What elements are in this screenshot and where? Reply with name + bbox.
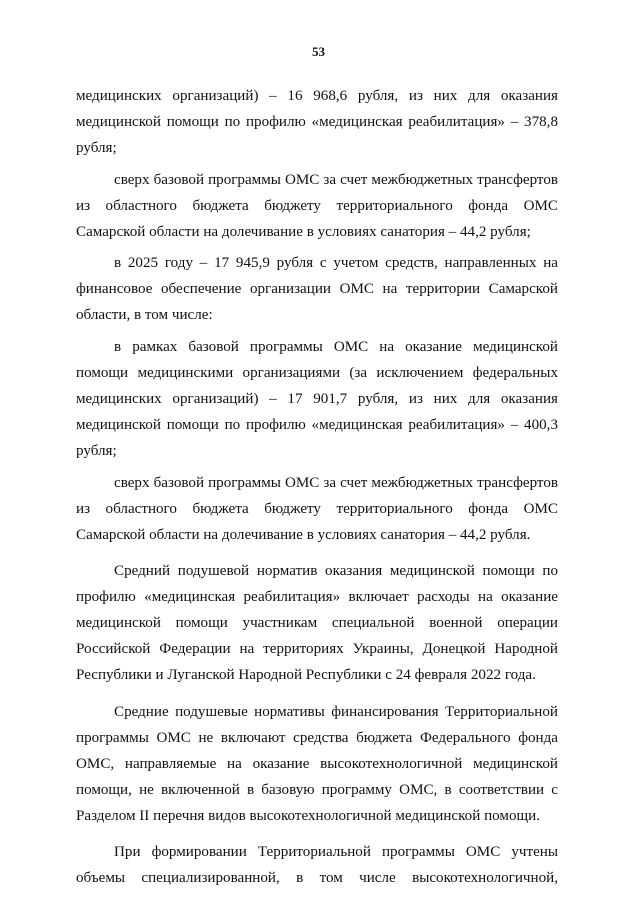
paragraph: сверх базовой программы ОМС за счет межбюджетных трансфертов из областного бюджета бюджету территориального фонда ОМС Самарской области на долечивание в условиях санатория – 44,2 рубля. [76, 474, 558, 543]
document-body [76, 84, 558, 892]
paragraph: Средние подушевые нормативы финансирования Территориальной программы ОМС не включают средства бюджета Федерального фонда ОМС, направляемые на оказание высокотехнологичной медицинской помощи, не включенной в базовую программу ОМС, в соответствии с Разделом II перечня видов высокотехнологичной медицинской помощи. [76, 703, 558, 824]
paragraph: При формировании Территориальной программы ОМС учтены объемы специализированной, в том числе высокотехнологичной, [76, 844, 558, 887]
paragraph-continuation: медицинских организаций) – 16 968,6 рубля, из них для оказания медицинской помощи по профилю «медицинская реабилитация» – 378,8 рубля; [76, 88, 558, 156]
paragraph: Средний подушевой норматив оказания медицинской помощи по профилю «медицинская реабилитация» включает расходы на оказание медицинской помощи участникам специальной военной операции Российской Федерации на территориях Украины, Донецкой Народной Республики и Луганской Народной Республики с 24 февраля 2022 года. [76, 563, 558, 684]
paragraph: сверх базовой программы ОМС за счет межбюджетных трансфертов из областного бюджета бюджету территориального фонда ОМС Самарской области на долечивание в условиях санатория – 44,2 рубля; [76, 171, 558, 240]
page-number: 53 [312, 44, 325, 59]
paragraph: в рамках базовой программы ОМС на оказание медицинской помощи медицинскими организациями (за исключением федеральных медицинских организаций) – 17 901,7 рубля, из них для оказания медицинской помощи по профилю «медицинская реабилитация» – 400,3 рубля; [76, 339, 558, 459]
paragraph: в 2025 году – 17 945,9 рубля с учетом средств, направленных на финансовое обеспечение организации ОМС на территории Самарской области, в том числе: [76, 255, 558, 324]
